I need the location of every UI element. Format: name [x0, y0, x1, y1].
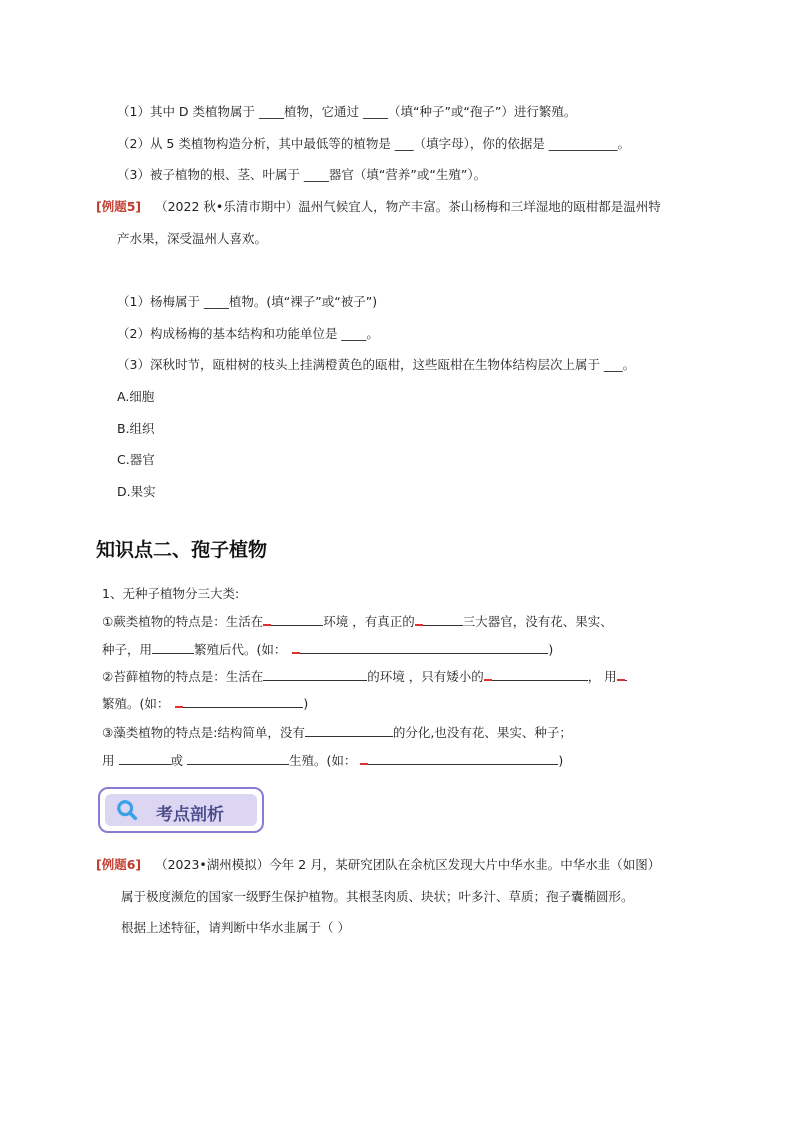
fern-text-c: 三大器官，没有花、果实、 — [462, 614, 613, 629]
moss-line1 — [102, 668, 627, 685]
fern-text-a: ①蕨类植物的特点是：生活在 — [102, 614, 264, 629]
moss-text-c: ， 用 — [587, 669, 617, 684]
fern-blank-3[interactable] — [152, 641, 194, 654]
question-3: （3）被子植物的根、茎、叶属于 ____器官（填“营养”或“生殖”）。 — [117, 167, 487, 182]
fern-text-e: 繁殖后代。(如： — [194, 642, 287, 657]
badge-label: 考点剖析 — [156, 805, 224, 825]
analysis-badge — [98, 787, 264, 833]
example5-q1: （1）杨梅属于 ____植物。(填“裸子”或“被子”) — [117, 294, 378, 309]
moss-blank-1[interactable] — [263, 668, 367, 681]
algae-blank-2[interactable] — [119, 752, 171, 765]
fern-blank-1[interactable] — [263, 613, 323, 626]
fern-line1 — [102, 613, 613, 630]
option-a: A.细胞 — [117, 389, 155, 404]
fern-blank-4[interactable] — [292, 641, 548, 654]
algae-text-d: 或 — [170, 753, 184, 768]
moss-blank-2[interactable] — [484, 668, 588, 681]
moss-blank-3[interactable] — [617, 668, 627, 681]
example5-q3: （3）深秋时节，瓯柑树的枝头上挂满橙黄色的瓯柑，这些瓯柑在生物体结构层次上属于 ___。 — [117, 357, 636, 372]
example6-line3: 根据上述特征，请判断中华水韭属于（ ） — [121, 920, 350, 935]
example5-line2: 产水果，深受温州人喜欢。 — [117, 231, 268, 246]
option-c: C.器官 — [117, 452, 155, 467]
algae-blank-1[interactable] — [305, 724, 393, 737]
algae-end: ) — [558, 753, 564, 768]
example6-tag: [例题6] — [96, 857, 142, 872]
moss-text-d: 繁殖。(如： — [102, 696, 170, 711]
example5-line1 — [96, 199, 661, 215]
fern-text-b: 环境 ，有真正的 — [323, 614, 415, 629]
algae-text-a: ③藻类植物的特点是:结构简单，没有 — [102, 725, 305, 740]
algae-blank-3[interactable] — [187, 752, 289, 765]
fern-line2 — [102, 641, 553, 658]
example5-tag: [例题5] — [96, 199, 142, 214]
fern-text-d: 种子，用 — [102, 642, 153, 657]
moss-line2 — [102, 695, 308, 712]
example6-text: （2023•湖州模拟）今年 2 月，某研究团队在余杭区发现大片中华水韭。中华水韭（如图） — [155, 857, 661, 872]
algae-text-b: 的分化,也没有花、果实、种子； — [392, 725, 572, 740]
algae-text-e: 生殖。(如： — [289, 753, 357, 768]
algae-line1 — [102, 724, 572, 741]
option-b: B.组织 — [117, 421, 155, 436]
example5-q2: （2）构成杨梅的基本结构和功能单位是 ____。 — [117, 326, 379, 341]
section-heading: 知识点二、孢子植物 — [96, 539, 268, 561]
algae-blank-4[interactable] — [360, 752, 558, 765]
question-2: （2）从 5 类植物构造分析，其中最低等的植物是 ___（填字母），你的依据是 ___________。 — [117, 136, 631, 151]
algae-line2 — [102, 752, 563, 769]
moss-text-a: ②苔藓植物的特点是：生活在 — [102, 669, 264, 684]
moss-text-b: 的环境 ，只有矮小的 — [367, 669, 484, 684]
question-1: （1）其中 D 类植物属于 ____植物，它通过 ____（填“种子”或“孢子”）进行繁殖。 — [117, 104, 577, 119]
moss-end: ) — [303, 696, 309, 711]
moss-blank-4[interactable] — [175, 695, 303, 708]
example5-text: （2022 秋•乐清市期中）温州气候宜人，物产丰富。茶山杨梅和三垟湿地的瓯柑都是温州特 — [155, 199, 661, 214]
option-d: D.果实 — [117, 484, 156, 499]
knowledge-intro: 1、无种子植物分三大类: — [102, 586, 240, 601]
algae-text-c: 用 — [102, 753, 115, 768]
magnifier-icon — [116, 799, 138, 821]
example6-line2: 属于极度濒危的国家一级野生保护植物。其根茎肉质、块状；叶多汁、草质；孢子囊椭圆形。 — [121, 889, 634, 904]
fern-end: ) — [548, 642, 554, 657]
fern-blank-2[interactable] — [415, 613, 463, 626]
example6-line1 — [96, 857, 660, 873]
